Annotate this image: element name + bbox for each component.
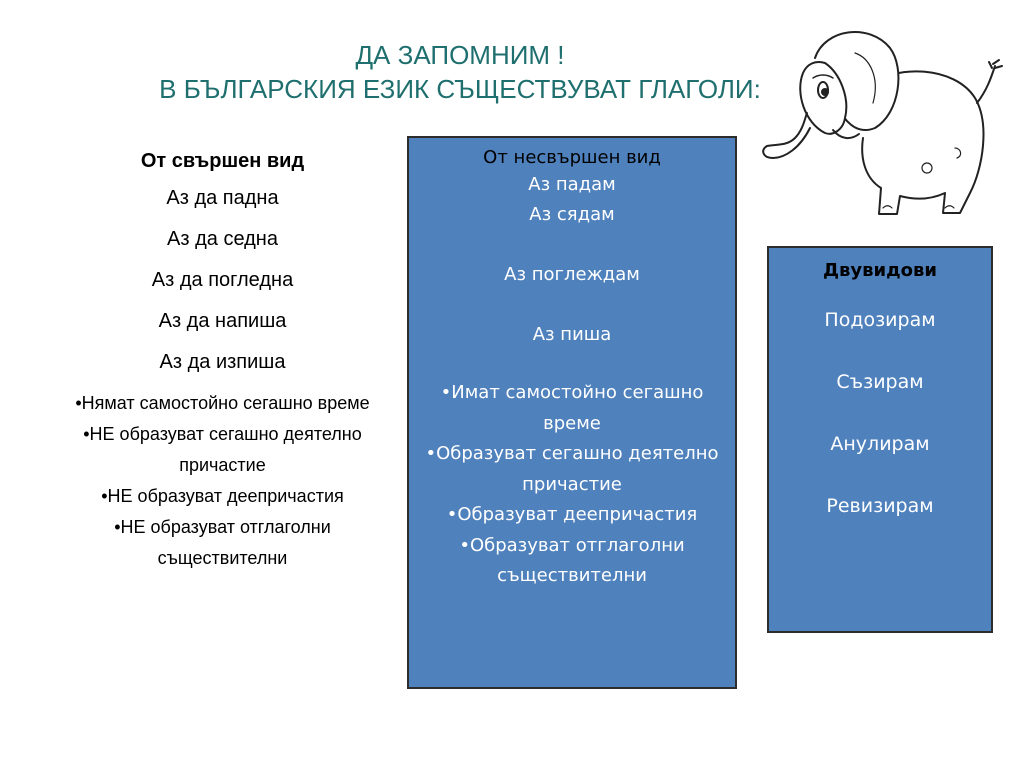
imperfective-note: •Образуват сегашно деятелно причастие xyxy=(425,443,719,495)
perfective-column xyxy=(50,146,395,574)
perfective-note: •НЕ образуват деепричастия xyxy=(101,486,344,506)
biaspectual-item: Ревизирам xyxy=(826,495,934,517)
perfective-note: •НЕ образуват отглаголни съществителни xyxy=(114,517,331,568)
perfective-example: Аз да погледна xyxy=(151,269,294,291)
slide-title xyxy=(70,38,850,106)
biaspectual-item: Анулирам xyxy=(830,433,930,455)
imperfective-example: Аз поглеждам xyxy=(504,264,640,285)
perfective-example: Аз да напиша xyxy=(158,310,287,332)
imperfective-example: Аз сядам xyxy=(529,204,615,225)
imperfective-note: •Образуват отглаголни съществителни xyxy=(459,534,685,586)
perfective-heading: От свършен вид xyxy=(140,150,305,172)
imperfective-example: Аз падам xyxy=(528,174,616,195)
imperfective-note: •Имат самостойно сегашно време xyxy=(440,382,704,434)
imperfective-heading: От несвършен вид xyxy=(483,147,661,168)
biaspectual-box xyxy=(767,246,993,633)
imperfective-example: Аз пиша xyxy=(532,324,612,345)
perfective-note: •Нямат самостойно сегашно време xyxy=(75,393,370,413)
biaspectual-heading: Двувидови xyxy=(822,260,938,281)
biaspectual-item: Съзирам xyxy=(836,371,924,393)
title-line-2: В БЪЛГАРСКИЯ ЕЗИК СЪЩЕСТВУВАТ ГЛАГОЛИ: xyxy=(159,74,761,104)
perfective-example: Аз да седна xyxy=(167,228,278,250)
title-line-1: ДА ЗАПОМНИМ ! xyxy=(355,40,565,70)
imperfective-note: •Образуват деепричастия xyxy=(446,504,698,525)
elephant-illustration-icon xyxy=(755,18,1005,228)
imperfective-box xyxy=(407,136,737,689)
perfective-example: Аз да изпиша xyxy=(159,351,286,373)
perfective-note: •НЕ образуват сегашно деятелно причастие xyxy=(83,424,362,475)
biaspectual-item: Подозирам xyxy=(824,309,936,331)
perfective-example: Аз да падна xyxy=(166,187,279,209)
